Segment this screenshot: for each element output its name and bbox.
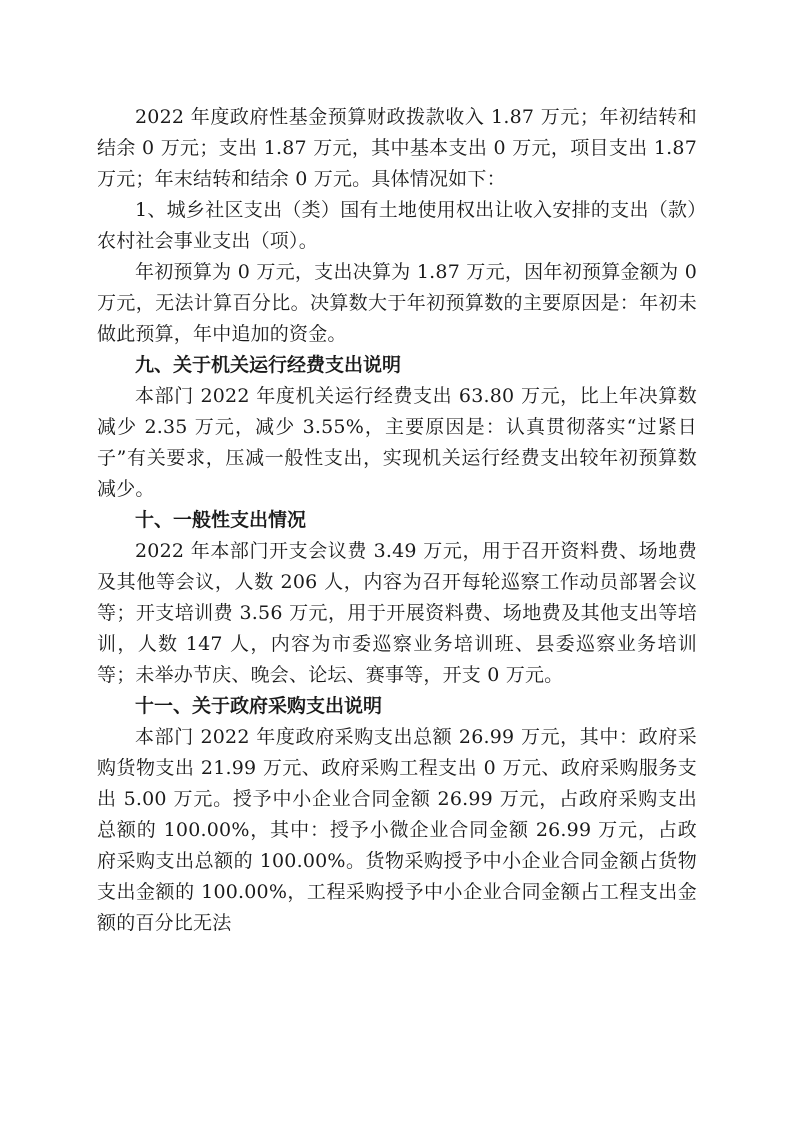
section-body-9: 本部门 2022 年度机关运行经费支出 63.80 万元，比上年决算数减少 2.35 万元，减少 3.55%，主要原因是：认真贯彻落实“过紧日子”有关要求，压减一般性支出，实现机关运行经费支出较年初预算数减少。 bbox=[97, 385, 697, 500]
section-body-11: 本部门 2022 年度政府采购支出总额 26.99 万元，其中：政府采购货物支出 21.99 万元、政府采购工程支出 0 万元、政府采购服务支出 5.00 万元。授予中小企业合同金额 26.99 万元，占政府采购支出总额的 100.00%，其中：授予小微企业合同金额 26.99 万元，占政府采购支出总额的 100.00%。货物采购授予中小企业合同金额占货物支出金额的 100.00%，工程采购授予中小企业合同金额占工程支出金额的百分比无法 bbox=[97, 726, 697, 934]
section-heading-10: 十、一般性支出情况 bbox=[135, 509, 307, 531]
paragraph-gov-fund-budget: 2022 年度政府性基金预算财政拨款收入 1.87 万元；年初结转和结余 0 万元；支出 1.87 万元，其中基本支出 0 万元，项目支出 1.87 万元；年末结转和结余 0 万元。具体情况如下： bbox=[97, 106, 697, 190]
section-heading-11: 十一、关于政府采购支出说明 bbox=[135, 695, 383, 717]
paragraph-item-1: 1、城乡社区支出（类）国有土地使用权出让收入安排的支出（款）农村社会事业支出（项）。 bbox=[97, 199, 697, 252]
section-heading-9: 九、关于机关运行经费支出说明 bbox=[135, 354, 402, 376]
section-body-10: 2022 年本部门开支会议费 3.49 万元，用于召开资料费、场地费及其他等会议，人数 206 人，内容为召开每轮巡察工作动员部署会议等；开支培训费 3.56 万元，用于开展资料费、场地费及其他支出等培训，人数 147 人，内容为市委巡察业务培训班、县委巡察业务培训等；未举办节庆、晚会、论坛、赛事等，开支 0 万元。 bbox=[97, 540, 697, 686]
document-body bbox=[97, 102, 697, 939]
paragraph-budget-explanation: 年初预算为 0 万元，支出决算为 1.87 万元，因年初预算金额为 0 万元，无法计算百分比。决算数大于年初预算数的主要原因是：年初未做此预算，年中追加的资金。 bbox=[97, 261, 697, 345]
